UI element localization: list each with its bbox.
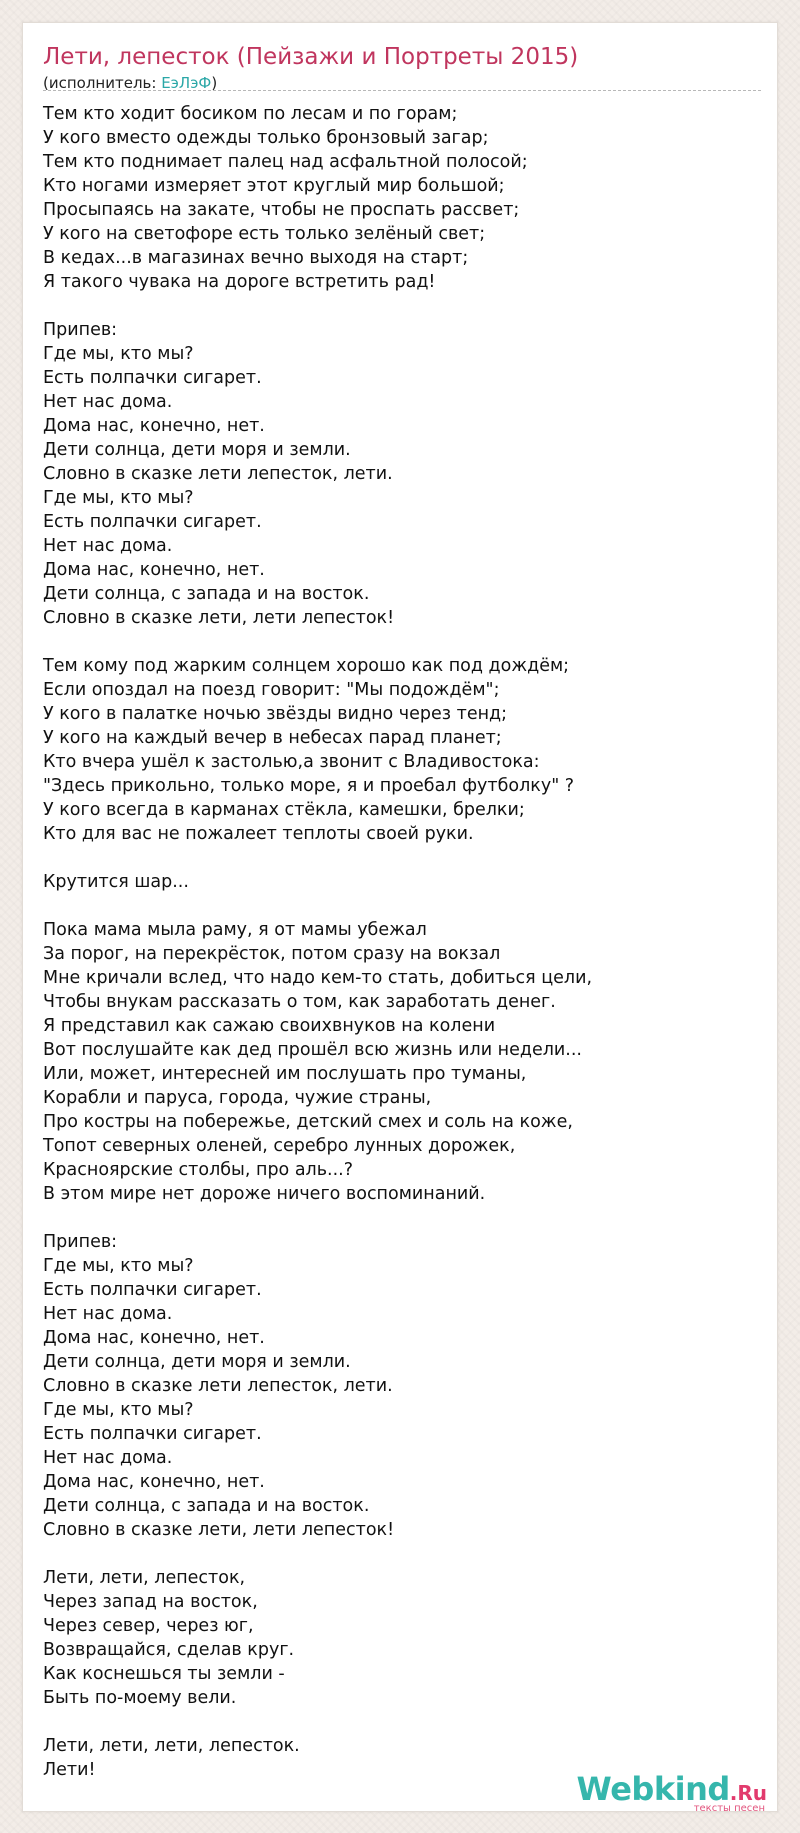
lyric-line: Я такого чувака на дороге встретить рад! [43,272,436,292]
lyric-line: Или, может, интересней им послушать про туманы, [43,1064,527,1084]
lyric-blank-line [43,894,763,918]
lyric-line: Дома нас, конечно, нет. [43,1472,265,1492]
lyric-line: Кто для вас не пожалеет теплоты своей руки. [43,824,474,844]
lyric-line: Кто ногами измеряет этот круглый мир большой; [43,176,505,196]
lyric-line: Дома нас, конечно, нет. [43,1328,265,1348]
lyric-line: Где мы, кто мы? [43,488,194,508]
lyric-line: Лети! [43,1760,96,1780]
lyric-line: В кедах...в магазинах вечно выходя на старт; [43,248,469,268]
lyric-line: "Здесь прикольно, только море, я и проебал футболку" ? [43,776,575,796]
lyric-line: Мне кричали вслед, что надо кем-то стать, добиться цели, [43,968,593,988]
lyric-line: Дети солнца, дети моря и земли. [43,1352,351,1372]
lyric-line: Красноярские столбы, про аль...? [43,1160,354,1180]
logo-tagline: тексты песен [693,1803,765,1814]
lyric-line: Дома нас, конечно, нет. [43,560,265,580]
lyric-line: Топот северных оленей, серебро лунных дорожек, [43,1136,516,1156]
site-logo[interactable] [576,1770,767,1815]
header-divider [43,90,761,91]
lyric-blank-line [43,1206,763,1230]
logo-brand: Webkind [576,1770,730,1808]
lyric-line: Про костры на побережье, детский смех и соль на коже, [43,1112,573,1132]
lyric-line: Я представил как сажаю своихвнуков на колени [43,1016,496,1036]
lyric-line: Словно в сказке лети, лети лепесток! [43,608,395,628]
lyric-line: У кого на каждый вечер в небесах парад планет; [43,728,502,748]
lyric-line: Лети, лети, лети, лепесток. [43,1736,300,1756]
lyric-line: Есть полпачки сигарет. [43,1280,262,1300]
lyric-line: Возвращайся, сделав круг. [43,1640,295,1660]
performer-link[interactable]: ЕэЛэФ [161,74,212,92]
logo-tld: .Ru [729,1781,767,1805]
lyric-line: За порог, на перекрёсток, потом сразу на вокзал [43,944,501,964]
lyric-line: Через север, через юг, [43,1616,254,1636]
lyric-line: Нет нас дома. [43,1448,173,1468]
lyric-line: Нет нас дома. [43,1304,173,1324]
lyric-line: Припев: [43,320,118,340]
performer-suffix: ) [211,74,218,92]
lyric-line: Корабли и паруса, города, чужие страны, [43,1088,432,1108]
lyric-blank-line [43,630,763,654]
lyric-line: Припев: [43,1232,118,1252]
lyric-line: Где мы, кто мы? [43,344,194,364]
lyric-line: Есть полпачки сигарет. [43,1424,262,1444]
lyric-line: Дети солнца, дети моря и земли. [43,440,351,460]
lyric-line: У кого в палатке ночью звёзды видно через тенд; [43,704,508,724]
page-title: Лети, лепесток (Пейзажи и Портреты 2015) [43,44,579,70]
lyric-line: В этом мире нет дороже ничего воспоминаний. [43,1184,486,1204]
lyric-line: Есть полпачки сигарет. [43,512,262,532]
lyric-line: Тем кто поднимает палец над асфальтной полосой; [43,152,528,172]
lyric-line: Вот послушайте как дед прошёл всю жизнь или недели... [43,1040,582,1060]
lyric-line: Тем кто ходит босиком по лесам и по горам; [43,104,458,124]
lyric-line: Нет нас дома. [43,536,173,556]
lyric-line: У кого всегда в карманах стёкла, камешки, брелки; [43,800,525,820]
performer-prefix: (исполнитель: [43,74,162,92]
lyric-line: Нет нас дома. [43,392,173,412]
lyric-line: Где мы, кто мы? [43,1400,194,1420]
lyrics-card [22,22,778,1812]
lyric-line: У кого вместо одежды только бронзовый загар; [43,128,489,148]
lyric-blank-line [43,1542,763,1566]
lyric-line: У кого на светофоре есть только зелёный свет; [43,224,486,244]
lyric-line: Дети солнца, с запада и на восток. [43,1496,370,1516]
lyric-line: Словно в сказке лети лепесток, лети. [43,1376,393,1396]
lyric-line: Лети, лети, лепесток, [43,1568,246,1588]
lyric-line: Дети солнца, с запада и на восток. [43,584,370,604]
lyric-blank-line [43,294,763,318]
lyric-line: Как коснешься ты земли - [43,1664,285,1684]
lyric-line: Если опоздал на поезд говорит: "Мы подождём"; [43,680,500,700]
lyric-line: Просыпаясь на закате, чтобы не проспать рассвет; [43,200,520,220]
lyrics-text [43,102,763,1782]
lyric-line: Есть полпачки сигарет. [43,368,262,388]
lyric-line: Крутится шар... [43,872,189,892]
lyric-line: Дома нас, конечно, нет. [43,416,265,436]
lyric-line: Пока мама мыла раму, я от мамы убежал [43,920,427,940]
lyric-line: Быть по-моему вели. [43,1688,237,1708]
lyric-blank-line [43,846,763,870]
lyric-line: Словно в сказке лети, лети лепесток! [43,1520,395,1540]
lyric-line: Словно в сказке лети лепесток, лети. [43,464,393,484]
lyric-line: Кто вчера ушёл к застолью,а звонит с Владивостока: [43,752,540,772]
lyric-line: Чтобы внукам рассказать о том, как заработать денег. [43,992,556,1012]
lyric-line: Где мы, кто мы? [43,1256,194,1276]
lyric-blank-line [43,1710,763,1734]
lyric-line: Через запад на восток, [43,1592,258,1612]
lyric-line: Тем кому под жарким солнцем хорошо как под дождём; [43,656,570,676]
